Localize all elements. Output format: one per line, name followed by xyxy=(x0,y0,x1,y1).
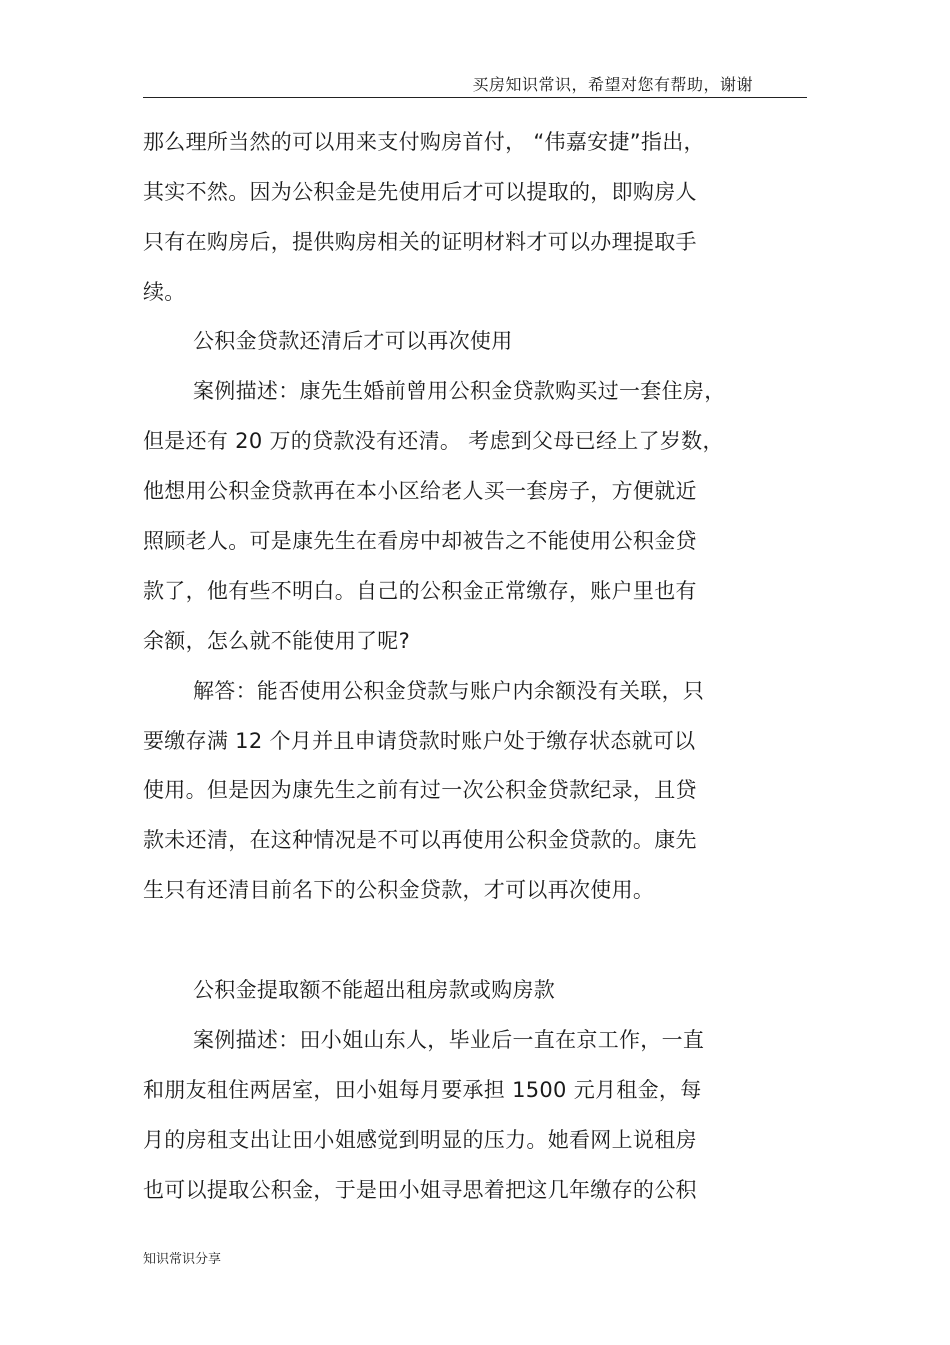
paragraph-line: 那么理所当然的可以用来支付购房首付， “伟嘉安捷”指出， xyxy=(143,130,705,154)
paragraph-line: 解答：能否使用公积金贷款与账户内余额没有关联，只 xyxy=(193,679,705,703)
paragraph-line: 其实不然。因为公积金是先使用后才可以提取的，即购房人 xyxy=(143,180,697,204)
page-header: 买房知识常识，希望对您有帮助，谢谢 xyxy=(472,75,753,94)
paragraph-line: 也可以提取公积金，于是田小姐寻思着把这几年缴存的公积 xyxy=(143,1178,697,1202)
paragraph-line: 款未还清，在这种情况是不可以再使用公积金贷款的。康先 xyxy=(143,828,697,852)
section-heading: 公积金提取额不能超出租房款或购房款 xyxy=(193,978,556,1002)
paragraph-line: 款了，他有些不明白。自己的公积金正常缴存，账户里也有 xyxy=(143,579,697,603)
paragraph-line: 他想用公积金贷款再在本小区给老人买一套房子，方便就近 xyxy=(143,479,697,503)
paragraph-line: 和朋友租住两居室，田小姐每月要承担 1500 元月租金，每 xyxy=(143,1078,702,1102)
paragraph-line: 只有在购房后，提供购房相关的证明材料才可以办理提取手 xyxy=(143,230,697,254)
paragraph-line: 生只有还清目前名下的公积金贷款，才可以再次使用。 xyxy=(143,878,655,902)
paragraph-line: 使用。但是因为康先生之前有过一次公积金贷款纪录，且贷 xyxy=(143,778,697,802)
paragraph-line: 余额，怎么就不能使用了呢? xyxy=(143,629,411,653)
section-heading: 公积金贷款还清后才可以再次使用 xyxy=(193,329,513,353)
paragraph-line: 但是还有 20 万的贷款没有还清。 考虑到父母已经上了岁数， xyxy=(143,429,724,453)
paragraph-line: 案例描述：田小姐山东人，毕业后一直在京工作，一直 xyxy=(193,1028,705,1052)
paragraph-line: 照顾老人。可是康先生在看房中却被告之不能使用公积金贷 xyxy=(143,529,697,553)
paragraph-line: 续。 xyxy=(143,280,186,304)
paragraph-line: 要缴存满 12 个月并且申请贷款时账户处于缴存状态就可以 xyxy=(143,729,696,753)
paragraph-line: 案例描述：康先生婚前曾用公积金贷款购买过一套住房， xyxy=(193,379,726,403)
header-divider xyxy=(143,97,807,98)
paragraph-line: 月的房租支出让田小姐感觉到明显的压力。她看网上说租房 xyxy=(143,1128,697,1152)
page-footer: 知识常识分享 xyxy=(143,1252,222,1267)
